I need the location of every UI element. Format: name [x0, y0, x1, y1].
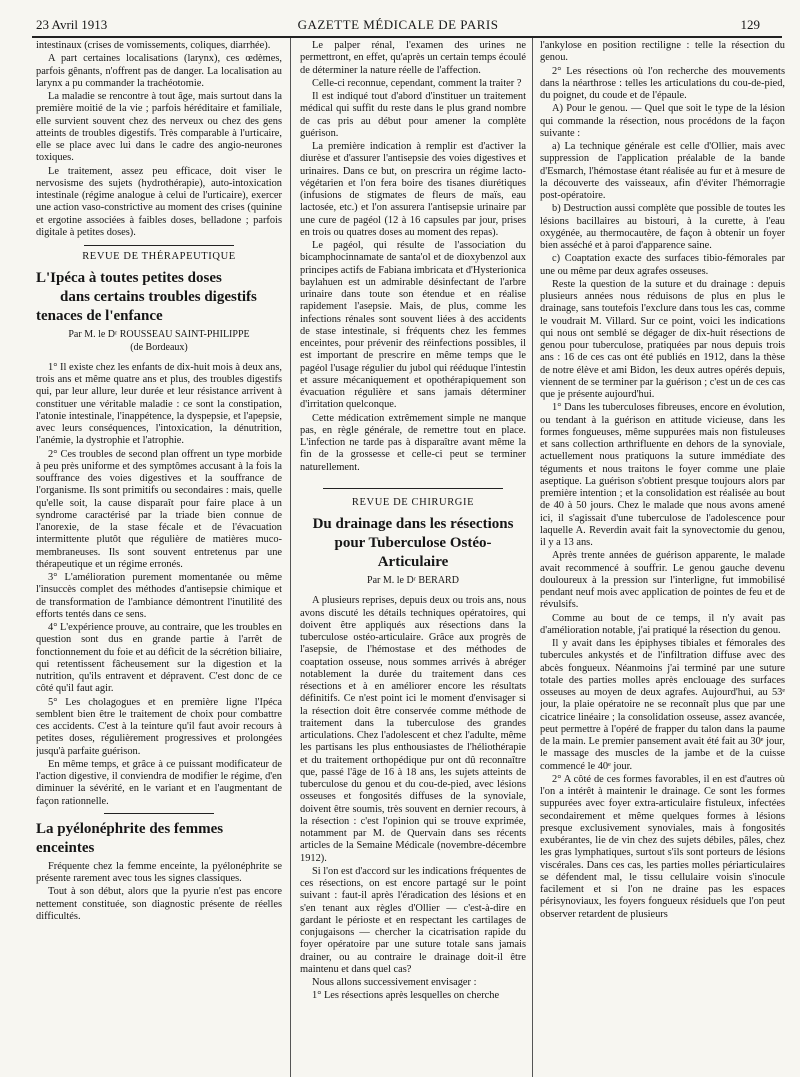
- paragraph: Le pagéol, qui résulte de l'association du bicamphocinnamate de santa'ol et de dioxybenzol aux principes actifs de Fabiana imbricata et d'Hysterionica baylahuen est un admirable désinfectant de l'arbre urinaire dans toute son étendue et en réalise rapidement l'asepsie. Mais, de plus, comme les infections rénales sont souvent liées à des accidents de stase intestinale, si fréquents chez les femmes enceintes, pour prévenir des réinfections possibles, il est important de prescrire en même temps que le pagéol l'usage régulier du jubol qui rééduque l'intestin et assure mécaniquement et opothérapiquement son évacuation régulière et sans jamais déterminer d'irritation quelconque.: [300, 240, 526, 411]
- section-heading: REVUE DE THÉRAPEUTIQUE: [82, 251, 236, 262]
- paragraph: Fréquente chez la femme enceinte, la pyélonéphrite se présente rarement avec tous les signes classiques.: [36, 860, 282, 884]
- article-byline: [36, 329, 282, 354]
- column-middle: [300, 40, 526, 1077]
- paragraph: Cette médication extrêmement simple ne manque pas, en règle générale, de remettre tout en place. L'infection ne tarde pas à disparaître avant même la fin de la grossesse et celle-ci peut se terminer naturellement.: [300, 412, 526, 473]
- title-line: pour Tuberculose Ostéo-Articulaire: [334, 535, 492, 570]
- title-line: L'Ipéca à toutes petites doses: [36, 270, 222, 287]
- paragraph: 2° Les résections où l'on recherche des mouvements dans la néarthrose : telles les articulations du cou-de-pied, du poignet, du coude et de l'épaule.: [540, 65, 785, 101]
- title-line: tenaces de l'enfance: [36, 308, 163, 325]
- paragraph: A) Pour le genou. — Quel que soit le type de la lésion qui commande la résection, nous procédons de la façon suivante :: [540, 103, 785, 139]
- column-divider: [290, 38, 291, 1077]
- issue-date: 23 Avril 1913: [36, 17, 108, 32]
- byline-author: Par M. le Dʳ ROUSSEAU SAINT-PHILIPPE: [68, 329, 250, 341]
- paragraph: Reste la question de la suture et du drainage : depuis plusieurs années nous réduisons de plus en plus le drainage, sans toutefois l'exclure dans tous les cas, comme le voudrait M. Villard. Sur ce point, voici les indications qui nous ont semblé se dégager de dix-huit résections de genou pour tuberculose, pratiquées par nous depuis trois ans : 16 de ces cas ont été publiés en 1912, dans la thèse de notre élève et ami Bidon, les deux autres opérés depuis, viennent de se terminer par la guérison ; c'est un de ces cas que je présente aujourd'hui.: [540, 278, 785, 400]
- paragraph: Nous allons successivement envisager :: [312, 977, 477, 988]
- paragraph: 2° Ces troubles de second plan offrent un type morbide à peu près uniforme et des symptômes accusant à la fois la souffrance des voies digestives et la souffrance de l'organisme. Ils sont primitifs ou secondaires : mais, quelle qu'elle soit, la cause disparaît pour faire place à un syndrome caractérisé par la triade bien connue de l'anorexie, de la stase fécale et de l'évacuation intermittente plutôt que régulière de matières muco-membraneuses. Ils sont souvent entretenus par une thérapeutique et un régime erronés.: [36, 448, 282, 570]
- page-header: [32, 17, 764, 37]
- paragraph: intestinaux (crises de vomissements, coliques, diarrhée).: [36, 40, 271, 51]
- paragraph: Il y avait dans les épiphyses tibiales et fémorales des tubercules ankystés et de l'infiltration diffuse avec des abcès fongueux. Néanmoins j'ai terminé par une suture totale des parties molles après enclouage des surfaces osseuses au moyen de deux agrafes. Aujourd'hui, au 53ᵉ jour, la plaie opératoire ne se reconnaît plus que par une cicatrice linéaire ; la consolidation osseuse, assez avancée, peut permettre à l'opéré de frapper du talon dans la paume de la main. Le premier pansement avait été fait au 30ᵉ jour, le massage des muscles de la jambe et de la cuisse commencé le 40ᵉ jour.: [540, 638, 785, 772]
- paragraph: 1° Les résections après lesquelles on cherche: [312, 990, 500, 1002]
- paragraph: A plusieurs reprises, depuis deux ou trois ans, nous avons discuté les détails techniques opératoires, qui doivent être appliqués aux résections dans la tuberculose ostéo-articulaire. Grâce aux progrès de l'asepsie, de l'hémostase et des méthodes de coaptation osseuse, nous sommes arrivés à abréger notablement la durée du traitement dans ces résections et à en améliorer encore les résultats définitifs. Ce n'est point ici le moment d'envisager si la résection doit être conservée comme méthode de traitement dans la tuberculose des grandes articulations. Chez l'adolescent et chez l'adulte, même les partisans les plus enthousiastes de l'héliothérapie et du traitement orthopédique pur ont dû reconnaître que, passé l'âge de 16 à 18 ans, les sujets atteints de tuberculose du genou et du cou-de-pied, avec lésions osseuses et fongosités diffuses de la synoviale, doivent être soumis, très souvent en dernier recours, à la résection : c'est l'opinion qui se trouve exprimée, notamment par M. de Quervain dans ses récents articles de la Semaine Médicale (novembre-décembre 1912).: [300, 595, 526, 864]
- section-rule: [104, 813, 214, 814]
- paragraph: Il est indiqué tout d'abord d'instituer un traitement médical qui suffit du reste dans le plus grand nombre de cas pris au début pour amener la complète guérison.: [300, 91, 526, 139]
- article-title: [36, 269, 282, 326]
- section-rule: [323, 488, 503, 489]
- paragraph: 1° Dans les tuberculoses fibreuses, encore en évolution, ou tendant à la guérison en attitude vicieuse, dans les formes fongueuses, même suppurées mais non fistuleuses et sans collection arthrifluente en dehors de la synoviale, actuellement nous pratiquons la suture immédiate des téguments et nous traitons le foyer comme une plaie aseptique. La guérison s'obtient presque toujours alors par première intention ; et la consolidation est réalisée au bout de 40 à 50 jours. Chez le malade que nous avons amené ici, il s'agissait d'une tuberculose de l'adolescence pour laquelle A. Reverdin avait fait la synovectomie du genou, il y a 13 ans.: [540, 402, 785, 548]
- paragraph: En même temps, et grâce à ce puissant modificateur de l'action digestive, il conviendra de modifier le régime, d'en diminuer la sévérité, en le variant et en l'augmentant de façon rationnelle.: [36, 758, 282, 807]
- section-heading: REVUE DE CHIRURGIE: [351, 496, 475, 508]
- paragraph: Si l'on est d'accord sur les indications fréquentes de ces résections, on est encore partagé sur le point suivant : faut-il après l'éradication des lésions et en s'en tenant aux règles d'Ollier — c'est-à-dire en gardant le périoste et en respectant les cartilages de conjugaisons — chercher la cicatrisation rapide du foyer opératoire par une suture totale sans jamais drainer, ou au contraire le drainage doit-il être maintenu et dans quel cas?: [300, 865, 526, 975]
- section-rule: [84, 245, 234, 246]
- paragraph: 1° Il existe chez les enfants de dix-huit mois à deux ans, trois ans et même quatre ans et plus, des troubles digestifs qui, par leur allure, leur durée et leur résistance arrivent à constituer une véritable maladie : ce sont la constipation, l'atonie intestinale, l'inappétence, la dyspepsie, et l'apepsie, avec leurs conséquences, l'intoxication, la dénutrition, l'anémie, la dystrophie et l'atrophie.: [36, 361, 282, 447]
- paragraph: l'ankylose en position rectiligne : telle la résection du genou.: [540, 40, 785, 64]
- title-line: Du drainage dans les résections: [312, 516, 514, 532]
- column-divider: [532, 38, 533, 1077]
- paragraph: La maladie se rencontre à tout âge, mais surtout dans la première moitié de la vie ; parfois héréditaire et familiale, elle survient souvent chez des nerveux ou chez des gens atteints de troubles digestifs. Très comparable à l'urticaire, elle se place avec lui dans le cadre des angio-neurones toxiques.: [36, 91, 282, 164]
- column-right: [540, 40, 785, 1077]
- paragraph: 4° L'expérience prouve, au contraire, que les troubles en question sont dus en grande partie à l'arrêt de fonctionnement du foie et au déficit de la sécrétion biliaire, qui retentissent fâcheusement sur la digestion et la nutrition, qu'ils entravent et dépravent. C'est donc de ce côté qu'il faut agir.: [36, 622, 282, 695]
- paragraph: Le traitement, assez peu efficace, doit viser le nervosisme des sujets (hydrothérapie), auto-intoxication intestinale (régime analogue à celui de l'urticaire), exercer une action vaso-constrictive au moment des crises (quinine et ergotine associées à faibles doses, belladone ; parfois digitale à petites doses).: [36, 165, 282, 238]
- paragraph: c) Coaptation exacte des surfaces tibio-fémorales par une ou même par deux agrafes osseuses.: [540, 253, 785, 277]
- paragraph: b) Destruction aussi complète que possible de toutes les lésions bacillaires au bistouri, à la curette, à l'eau oxygénée, au thermocautère, de façon à obtenir un foyer bien asséché et à paroi d'apparence saine.: [540, 203, 785, 251]
- article-title: La pyélonéphrite des femmes enceintes: [36, 820, 224, 856]
- paragraph: a) La technique générale est celle d'Ollier, mais avec suppression de l'application préalable de la bande d'Esmarch, l'hémostase étant réalisée au fur et à mesure de la découverte des vaisseaux, afin d'éviter l'hémorragie post-opératoire.: [540, 141, 785, 201]
- byline-affiliation: (de Bordeaux): [130, 341, 188, 353]
- journal-title: GAZETTE MÉDICALE DE PARIS: [297, 17, 499, 32]
- title-line: dans certains troubles digestifs: [60, 289, 257, 306]
- paragraph: 5° Les cholagogues et en première ligne l'Ipéca semblent bien être le traitement de choix pour combattre ces accidents. C'est à la teinture qu'il faut avoir recours à petites doses, régulièrement progressives et prolongées jusqu'à parfaite guérison.: [36, 696, 282, 757]
- paragraph: 2° A côté de ces formes favorables, il en est d'autres où l'on a intérêt à maintenir le drainage. Ce sont les formes suppurées avec foyer extra-articulaire fistuleux, infectées secondairement et même quelques formes à lésions presque exclusivement synoviales, mais à fongosités exubérantes, lie de vin chez des sujets débiles, pâles, chez les gras lymphatiques, surtout s'ils sont porteurs de lésions viscérales. Dans ces cas, les parties molles périarticulaires se défendent mal, le tissu cellulaire voisin s'inocule facilement et si l'on ne draine pas les espaces périsynoviaux, les foyers fongueux résiduels que l'on peut observer retardent de plusieurs: [540, 773, 785, 920]
- paragraph: La première indication à remplir est d'activer la diurèse et d'assurer l'antisepsie des voies digestives et urinaires. Dans ce but, on prescrira un régime lacto-végétarien et l'on fera boire des tisanes diurétiques (infusions de stigmates de fleurs de maïs, eau lactosée, etc.) et l'on assurera l'antisepsie urinaire par une cure de pagéol (12 à 16 capsules par jour, prises en trois ou quatres doses au moment des repas).: [300, 141, 526, 238]
- paragraph: Après trente années de guérison apparente, le malade avait recommencé à souffrir. Le genou gauche devenu douloureux à la pression sur l'interligne, fut immobilisé pendant neuf mois avec application de pointes de feu et de révulsifs.: [540, 550, 785, 611]
- article-title: [300, 515, 526, 572]
- paragraph: Tout à son début, alors que la pyurie n'est pas encore nettement constituée, son diagnostic présente de réelles difficultés.: [36, 886, 282, 922]
- page-number: 129: [740, 17, 760, 32]
- paragraph: Le palper rénal, l'examen des urines ne permettront, en effet, qu'après un certain temps écoulé de déterminer la nature réelle de l'affection.: [300, 40, 526, 76]
- header-rule: [32, 36, 782, 38]
- paragraph: Comme au bout de ce temps, il n'y avait pas d'amélioration notable, j'ai pratiqué la résection du genou.: [540, 612, 785, 636]
- column-left: [36, 40, 282, 1077]
- paragraph: Celle-ci reconnue, cependant, comment la traiter ?: [312, 77, 522, 89]
- article-byline: Par M. le Dʳ BERARD: [367, 575, 459, 586]
- paragraph: A part certaines localisations (larynx), ces œdèmes, parfois gênants, n'offrent pas de danger. La localisation au larynx a pu commander la trachéotomie.: [36, 53, 282, 89]
- paragraph: 3° L'amélioration purement momentanée ou même l'insuccès complet des méthodes d'antisepsie chimique et de transformation de l'ambiance démontrent l'inutilité des efforts tentés dans ce sens.: [36, 572, 282, 620]
